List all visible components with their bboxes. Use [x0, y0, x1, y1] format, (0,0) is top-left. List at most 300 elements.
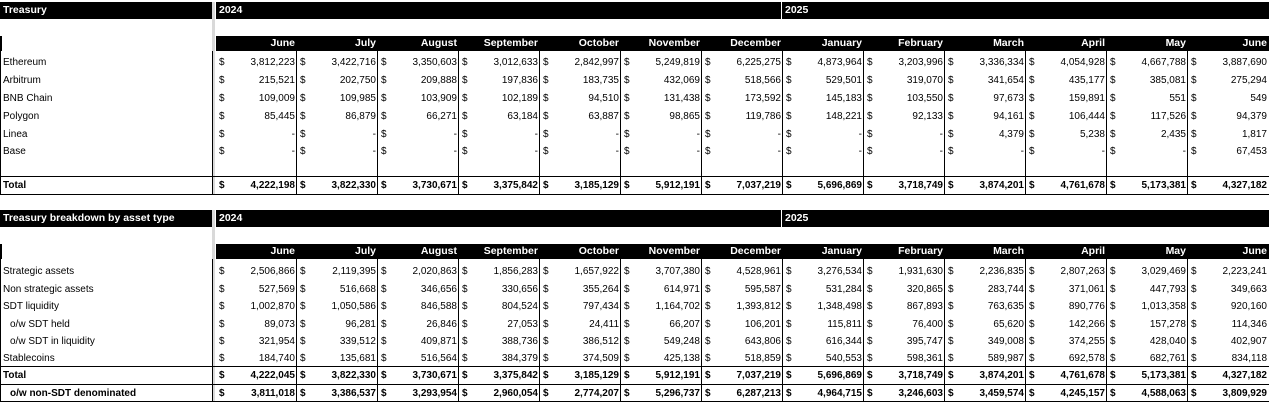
currency-symbol: $: [462, 370, 468, 381]
currency-symbol: $: [1110, 129, 1116, 140]
value: 920,160: [1230, 301, 1267, 312]
currency-symbol: $: [1110, 57, 1116, 68]
value: 395,747: [906, 336, 943, 347]
value-cell: [216, 333, 297, 350]
value: 94,161: [993, 111, 1024, 122]
value: 804,524: [501, 301, 538, 312]
currency-symbol: $: [543, 284, 549, 295]
total-value: 4,327,182: [1222, 180, 1267, 191]
value-cell: [702, 126, 783, 143]
value: 2,119,395: [332, 266, 376, 277]
value: 66,271: [426, 111, 457, 122]
value: 432,069: [663, 75, 700, 86]
total-cell: [945, 177, 1026, 194]
value: 834,118: [1231, 353, 1267, 364]
currency-symbol: $: [381, 57, 387, 68]
value: 1,931,630: [898, 266, 943, 277]
currency-symbol: $: [381, 370, 387, 381]
month-header-1: July: [297, 244, 378, 259]
value-cell: [945, 298, 1026, 315]
value: 402,907: [1230, 336, 1267, 347]
value: 1,013,358: [1141, 301, 1186, 312]
value-cell: [783, 108, 864, 125]
value: 157,278: [1149, 319, 1186, 330]
value: 98,865: [669, 111, 700, 122]
currency-symbol: $: [1029, 266, 1035, 277]
value-cell: [1188, 298, 1269, 315]
currency-symbol: $: [1029, 75, 1035, 86]
value: 184,740: [258, 353, 295, 364]
currency-symbol: $: [786, 129, 792, 140]
value: 447,793: [1149, 284, 1186, 295]
non-sdt-value: 3,246,603: [898, 388, 943, 399]
currency-symbol: $: [219, 266, 225, 277]
currency-symbol: $: [624, 284, 630, 295]
value: -: [615, 129, 619, 140]
total-cell: [378, 367, 459, 384]
total-cell: [1188, 177, 1269, 194]
currency-symbol: $: [867, 336, 873, 347]
value-cell: [864, 143, 945, 160]
currency-symbol: $: [1110, 319, 1116, 330]
non-sdt-value: 3,809,929: [1222, 388, 1267, 399]
currency-symbol: $: [1029, 319, 1035, 330]
currency-symbol: $: [381, 336, 387, 347]
value: 1,164,702: [655, 301, 700, 312]
value-cell: [1107, 281, 1188, 298]
currency-symbol: $: [462, 319, 468, 330]
total-value: 3,185,129: [574, 370, 619, 381]
currency-symbol: $: [1191, 75, 1197, 86]
value-cell: [540, 72, 621, 89]
total-value: 3,375,842: [493, 180, 538, 191]
currency-symbol: $: [543, 111, 549, 122]
total-value: 5,912,191: [655, 370, 700, 381]
value-cell: [945, 316, 1026, 333]
value-cell: [702, 143, 783, 160]
total-cell: [459, 177, 540, 194]
value: 385,081: [1149, 75, 1186, 86]
total-value: 3,874,201: [979, 370, 1024, 381]
non-sdt-cell: [1026, 385, 1107, 402]
currency-symbol: $: [786, 266, 792, 277]
value: 529,501: [825, 75, 862, 86]
currency-symbol: $: [786, 370, 792, 381]
total-value: 7,037,219: [736, 180, 781, 191]
total-value: 3,375,842: [493, 370, 538, 381]
value: 76,400: [912, 319, 943, 330]
month-header-6: December: [702, 36, 783, 51]
currency-symbol: $: [948, 319, 954, 330]
value: 4,667,788: [1141, 57, 1186, 68]
total-value: 4,761,678: [1060, 180, 1105, 191]
value-cell: [864, 263, 945, 280]
value: -: [372, 146, 376, 157]
value: 109,009: [258, 93, 295, 104]
value: 3,029,469: [1141, 266, 1186, 277]
value-cell: [621, 72, 702, 89]
currency-symbol: $: [624, 266, 630, 277]
currency-symbol: $: [462, 284, 468, 295]
currency-symbol: $: [1191, 93, 1197, 104]
total-value: 5,912,191: [655, 180, 700, 191]
value-cell: [1026, 281, 1107, 298]
value-cell: [1188, 316, 1269, 333]
currency-symbol: $: [462, 93, 468, 104]
value: 102,189: [501, 93, 538, 104]
non-sdt-cell: [945, 385, 1026, 402]
currency-symbol: $: [219, 180, 225, 191]
value: 3,887,690: [1222, 57, 1267, 68]
value-cell: [702, 54, 783, 71]
value: -: [777, 146, 781, 157]
value: 103,909: [420, 93, 457, 104]
value: 763,635: [987, 301, 1024, 312]
value-cell: [540, 316, 621, 333]
value-cell: [864, 333, 945, 350]
value-cell: [378, 54, 459, 71]
currency-symbol: $: [948, 57, 954, 68]
value-cell: [621, 316, 702, 333]
value: 890,776: [1068, 301, 1105, 312]
currency-symbol: $: [786, 57, 792, 68]
value: 2,236,835: [979, 266, 1024, 277]
currency-symbol: $: [624, 146, 630, 157]
value-cell: [297, 108, 378, 125]
value-cell: [864, 281, 945, 298]
currency-symbol: $: [786, 146, 792, 157]
value: 540,553: [825, 353, 862, 364]
currency-symbol: $: [300, 93, 306, 104]
value: -: [696, 146, 700, 157]
currency-symbol: $: [1191, 57, 1197, 68]
value: 1,050,586: [331, 301, 376, 312]
value: 409,871: [420, 336, 457, 347]
value: 114,346: [1231, 319, 1267, 330]
value-cell: [621, 90, 702, 107]
total-cell: [864, 177, 945, 194]
non-sdt-value: 6,287,213: [736, 388, 781, 399]
month-header-3: September: [459, 36, 540, 51]
value: 1,348,498: [817, 301, 862, 312]
value: 183,735: [582, 75, 619, 86]
value-cell: [945, 333, 1026, 350]
value-cell: [783, 350, 864, 367]
value-cell: [378, 90, 459, 107]
value: -: [777, 129, 781, 140]
total-value: 4,222,045: [250, 370, 295, 381]
value-cell: [216, 54, 297, 71]
currency-symbol: $: [543, 146, 549, 157]
total-cell: [1107, 367, 1188, 384]
currency-symbol: $: [1110, 111, 1116, 122]
total-value: 4,327,182: [1222, 370, 1267, 381]
non-sdt-value: 2,774,207: [574, 388, 619, 399]
currency-symbol: $: [1191, 146, 1197, 157]
value: 3,707,380: [655, 266, 700, 277]
total-cell: [864, 367, 945, 384]
currency-symbol: $: [1029, 129, 1035, 140]
value: 97,673: [993, 93, 1024, 104]
currency-symbol: $: [705, 301, 711, 312]
value: 374,255: [1068, 336, 1105, 347]
currency-symbol: $: [624, 388, 630, 399]
value-cell: [783, 333, 864, 350]
value: 1,817: [1241, 129, 1267, 140]
total-value: 3,718,749: [898, 180, 943, 191]
currency-symbol: $: [462, 336, 468, 347]
value: 4,379: [998, 129, 1024, 140]
row-label: Polygon: [3, 111, 40, 122]
value-cell: [1107, 316, 1188, 333]
value: 2,223,241: [1222, 266, 1267, 277]
non-sdt-value: 3,386,537: [331, 388, 376, 399]
value-cell: [621, 333, 702, 350]
currency-symbol: $: [219, 93, 225, 104]
value: 5,238: [1079, 129, 1105, 140]
currency-symbol: $: [867, 370, 873, 381]
currency-symbol: $: [1191, 301, 1197, 312]
month-header-spacer: [0, 36, 2, 51]
value-cell: [1107, 143, 1188, 160]
value: 283,744: [987, 284, 1024, 295]
total-cell: [540, 177, 621, 194]
row-label: Linea: [3, 129, 28, 140]
value-cell: [540, 108, 621, 125]
currency-symbol: $: [300, 129, 306, 140]
value: 551: [1169, 93, 1186, 104]
value-cell: [621, 143, 702, 160]
currency-symbol: $: [462, 180, 468, 191]
value: 92,133: [912, 111, 943, 122]
total-value: 3,822,330: [331, 180, 376, 191]
value: -: [453, 129, 457, 140]
value-cell: [540, 333, 621, 350]
value-cell: [1107, 90, 1188, 107]
value: 330,656: [501, 284, 538, 295]
month-header-6: December: [702, 244, 783, 259]
currency-symbol: $: [705, 370, 711, 381]
value-cell: [459, 333, 540, 350]
currency-symbol: $: [300, 146, 306, 157]
currency-symbol: $: [1191, 129, 1197, 140]
row-label: Arbitrum: [3, 75, 41, 86]
currency-symbol: $: [381, 353, 387, 364]
non-sdt-value: 4,588,063: [1141, 388, 1186, 399]
total-value: 3,730,671: [412, 370, 457, 381]
currency-symbol: $: [1110, 93, 1116, 104]
value: 320,865: [906, 284, 943, 295]
currency-symbol: $: [219, 284, 225, 295]
currency-symbol: $: [543, 353, 549, 364]
value: 682,761: [1149, 353, 1186, 364]
total-cell: [783, 177, 864, 194]
value-cell: [216, 350, 297, 367]
non-sdt-value: 4,964,715: [817, 388, 862, 399]
table-title: Treasury breakdown by asset type: [3, 212, 175, 224]
currency-symbol: $: [867, 93, 873, 104]
currency-symbol: $: [867, 111, 873, 122]
currency-symbol: $: [381, 129, 387, 140]
value: 135,681: [339, 353, 376, 364]
month-header-2: August: [378, 36, 459, 51]
grid-line: [212, 259, 213, 402]
value-cell: [297, 143, 378, 160]
total-value: 5,696,869: [817, 180, 862, 191]
currency-symbol: $: [705, 93, 711, 104]
value-cell: [297, 281, 378, 298]
total-value: 5,173,381: [1141, 180, 1186, 191]
total-label: Total: [3, 180, 27, 191]
month-header-0: June: [216, 244, 297, 259]
value-cell: [378, 333, 459, 350]
value-cell: [1188, 72, 1269, 89]
currency-symbol: $: [624, 75, 630, 86]
value: 349,008: [987, 336, 1024, 347]
value-cell: [1188, 263, 1269, 280]
month-header-8: February: [864, 244, 945, 259]
year-label: 2025: [785, 4, 809, 16]
value: 516,668: [339, 284, 376, 295]
currency-symbol: $: [1110, 266, 1116, 277]
currency-symbol: $: [1191, 284, 1197, 295]
currency-symbol: $: [219, 336, 225, 347]
month-header-2: August: [378, 244, 459, 259]
value-cell: [1107, 54, 1188, 71]
currency-symbol: $: [867, 301, 873, 312]
currency-symbol: $: [786, 111, 792, 122]
value-cell: [540, 126, 621, 143]
non-sdt-value: 2,960,054: [493, 388, 538, 399]
value: -: [534, 129, 538, 140]
value: 797,434: [582, 301, 619, 312]
value: 67,453: [1236, 146, 1267, 157]
total-value: 4,761,678: [1060, 370, 1105, 381]
value: 65,620: [993, 319, 1024, 330]
value-cell: [297, 333, 378, 350]
total-cell: [783, 367, 864, 384]
non-sdt-cell: [378, 385, 459, 402]
value-cell: [1026, 143, 1107, 160]
currency-symbol: $: [867, 180, 873, 191]
value-cell: [540, 90, 621, 107]
currency-symbol: $: [543, 336, 549, 347]
currency-symbol: $: [1191, 353, 1197, 364]
non-sdt-value: 5,296,737: [655, 388, 700, 399]
value: 428,040: [1149, 336, 1186, 347]
value-cell: [1026, 298, 1107, 315]
non-sdt-value: 3,459,574: [979, 388, 1024, 399]
currency-symbol: $: [624, 111, 630, 122]
total-cell: [297, 367, 378, 384]
currency-symbol: $: [462, 388, 468, 399]
month-header-9: March: [945, 36, 1026, 51]
value-cell: [459, 316, 540, 333]
value-cell: [1026, 350, 1107, 367]
total-cell: [540, 367, 621, 384]
value-cell: [540, 263, 621, 280]
value: -: [696, 129, 700, 140]
value-cell: [216, 281, 297, 298]
currency-symbol: $: [381, 180, 387, 191]
value: 321,954: [258, 336, 295, 347]
value: 527,569: [258, 284, 295, 295]
value: 202,750: [339, 75, 376, 86]
value: 1,657,922: [574, 266, 619, 277]
total-cell: [945, 367, 1026, 384]
currency-symbol: $: [624, 370, 630, 381]
currency-symbol: $: [1110, 146, 1116, 157]
currency-symbol: $: [462, 301, 468, 312]
value-cell: [1107, 350, 1188, 367]
value-cell: [783, 316, 864, 333]
total-value: 7,037,219: [736, 370, 781, 381]
currency-symbol: $: [624, 353, 630, 364]
total-cell: [216, 177, 297, 194]
value-cell: [621, 281, 702, 298]
non-sdt-value: 4,245,157: [1060, 388, 1105, 399]
value-cell: [702, 90, 783, 107]
value: 63,887: [588, 111, 619, 122]
row-label: Base: [3, 146, 26, 157]
total-value: 5,173,381: [1141, 370, 1186, 381]
value-cell: [945, 126, 1026, 143]
value: -: [372, 129, 376, 140]
value-cell: [1107, 108, 1188, 125]
month-header-4: October: [540, 244, 621, 259]
currency-symbol: $: [1110, 353, 1116, 364]
value-cell: [1026, 333, 1107, 350]
value-cell: [297, 126, 378, 143]
value-cell: [1107, 298, 1188, 315]
currency-symbol: $: [624, 93, 630, 104]
currency-symbol: $: [543, 57, 549, 68]
value-cell: [459, 143, 540, 160]
currency-symbol: $: [867, 146, 873, 157]
value: 355,264: [582, 284, 619, 295]
value: 2,020,863: [412, 266, 457, 277]
month-header-11: May: [1107, 244, 1188, 259]
currency-symbol: $: [1191, 319, 1197, 330]
non-sdt-value: 3,293,954: [412, 388, 457, 399]
currency-symbol: $: [300, 284, 306, 295]
value-cell: [864, 350, 945, 367]
value-cell: [540, 143, 621, 160]
year-2025-bar: [782, 210, 1269, 227]
month-header-9: March: [945, 244, 1026, 259]
currency-symbol: $: [948, 370, 954, 381]
non-sdt-cell: [621, 385, 702, 402]
currency-symbol: $: [786, 353, 792, 364]
table-title-bar: [0, 210, 212, 227]
currency-symbol: $: [705, 319, 711, 330]
value-cell: [378, 72, 459, 89]
currency-symbol: $: [462, 111, 468, 122]
year-label: 2025: [785, 212, 809, 224]
value-cell: [540, 54, 621, 71]
currency-symbol: $: [948, 284, 954, 295]
value-cell: [783, 54, 864, 71]
currency-symbol: $: [624, 180, 630, 191]
year-2024-bar: [216, 210, 781, 227]
value-cell: [1026, 54, 1107, 71]
value: 119,786: [745, 111, 781, 122]
value: 215,521: [258, 75, 295, 86]
value: 518,566: [744, 75, 781, 86]
value-cell: [459, 298, 540, 315]
year-2025-bar: [782, 2, 1269, 19]
value: -: [291, 146, 295, 157]
